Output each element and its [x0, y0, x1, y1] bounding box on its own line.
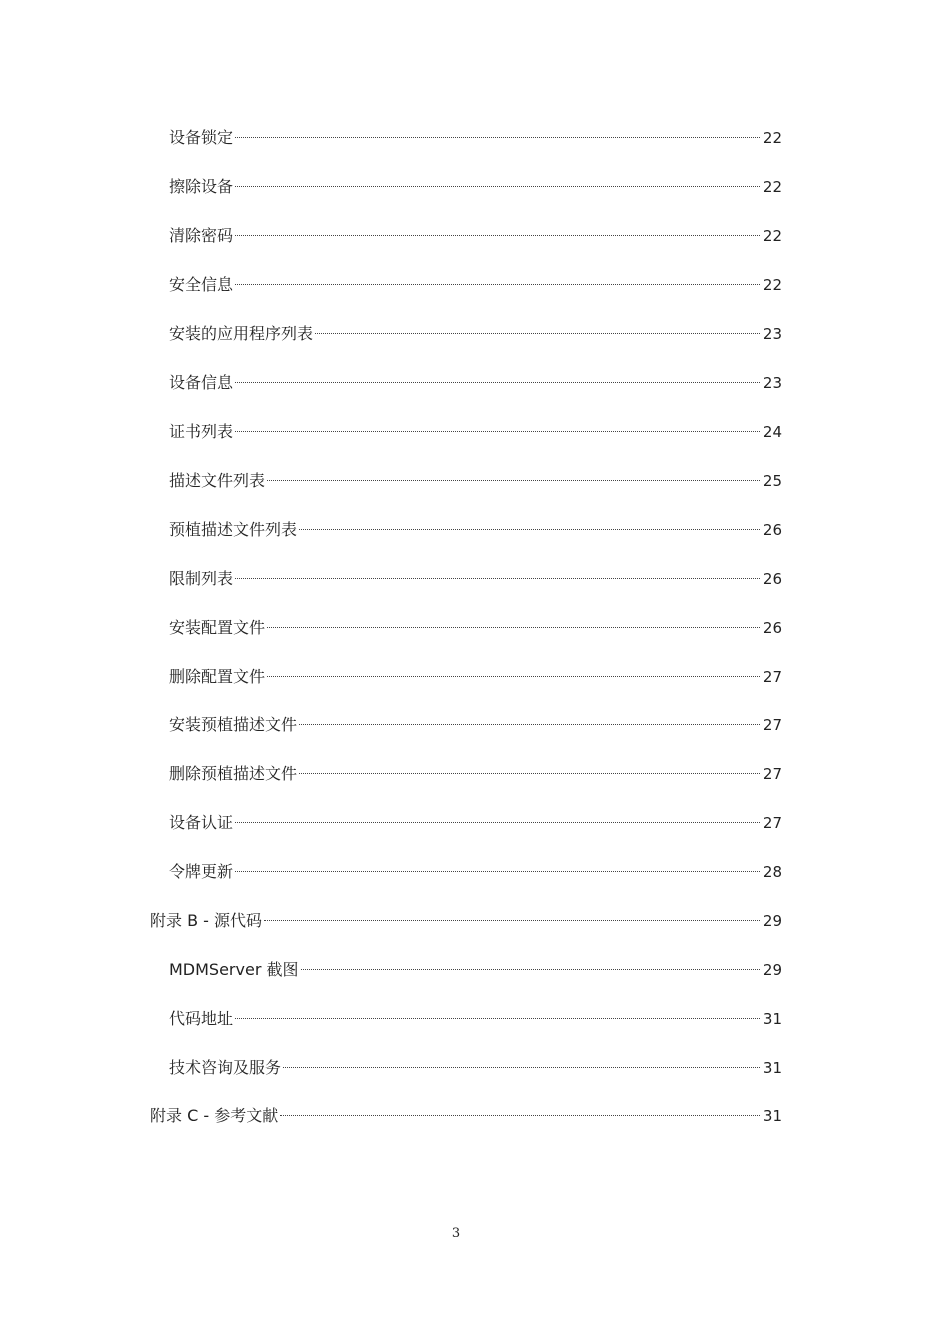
toc-entry-page: 27 — [762, 668, 782, 686]
toc-entry-page: 22 — [762, 129, 782, 147]
toc-leader-dots — [299, 773, 760, 774]
toc-entry-page: 27 — [762, 765, 782, 783]
toc-leader-dots — [299, 724, 760, 725]
toc-appendix-entry[interactable] — [150, 1103, 782, 1129]
toc-entry-title: 代码地址 — [169, 1009, 234, 1028]
toc-entry-page: 31 — [762, 1107, 782, 1125]
toc-leader-dots — [235, 578, 760, 579]
toc-entry-page: 31 — [762, 1010, 782, 1028]
toc-leader-dots — [264, 920, 760, 921]
page-number: 3 — [451, 1226, 461, 1241]
toc-entry[interactable] — [169, 419, 782, 445]
toc-entry-page: 27 — [762, 814, 782, 832]
toc-leader-dots — [235, 431, 760, 432]
toc-entry[interactable] — [169, 615, 782, 641]
toc-leader-dots — [235, 871, 760, 872]
toc-entry-page: 23 — [762, 374, 782, 392]
toc-entry[interactable] — [169, 1055, 782, 1081]
toc-entry-title: 令牌更新 — [169, 862, 234, 881]
toc-entry-title: 设备信息 — [169, 373, 234, 392]
toc-entry-title: 安装预植描述文件 — [169, 715, 298, 734]
toc-leader-dots — [267, 480, 760, 481]
toc-leader-dots — [235, 186, 760, 187]
toc-leader-dots — [235, 822, 760, 823]
toc-leader-dots — [301, 969, 760, 970]
toc-entry-page: 26 — [762, 619, 782, 637]
toc-leader-dots — [235, 137, 760, 138]
toc-entry-title: 删除预植描述文件 — [169, 764, 298, 783]
toc-leader-dots — [235, 1018, 760, 1019]
toc-entry-page: 22 — [762, 227, 782, 245]
toc-entry-page: 26 — [762, 521, 782, 539]
toc-entry-page: 29 — [762, 912, 782, 930]
toc-entry-title: 安装配置文件 — [169, 618, 266, 637]
toc-entry-title: 清除密码 — [169, 226, 234, 245]
toc-leader-dots — [235, 235, 760, 236]
toc-entry[interactable] — [169, 712, 782, 738]
toc-entry-title: 附录 C - 参考文献 — [150, 1106, 279, 1125]
toc-entry-page: 28 — [762, 863, 782, 881]
toc-entry[interactable] — [169, 125, 782, 151]
toc-leader-dots — [315, 333, 760, 334]
toc-entry[interactable] — [169, 761, 782, 787]
toc-entry-page: 23 — [762, 325, 782, 343]
toc-appendix-entry[interactable] — [150, 908, 782, 934]
toc-entry-title: 证书列表 — [169, 422, 234, 441]
toc-entry-title: 擦除设备 — [169, 177, 234, 196]
toc-entry[interactable] — [169, 468, 782, 494]
toc-entry[interactable] — [169, 957, 782, 983]
toc-entry[interactable] — [169, 810, 782, 836]
toc-entry[interactable] — [169, 174, 782, 200]
toc-entry-title: 限制列表 — [169, 569, 234, 588]
toc-entry-title: 预植描述文件列表 — [169, 520, 298, 539]
toc-entry[interactable] — [169, 370, 782, 396]
toc-leader-dots — [267, 676, 760, 677]
toc-leader-dots — [235, 382, 760, 383]
toc-leader-dots — [280, 1115, 760, 1116]
toc-entry-page: 31 — [762, 1059, 782, 1077]
toc-entry[interactable] — [169, 272, 782, 298]
toc-entry[interactable] — [169, 321, 782, 347]
toc-entry-page: 22 — [762, 178, 782, 196]
toc-entry-page: 29 — [762, 961, 782, 979]
toc-entry[interactable] — [169, 566, 782, 592]
toc-entry-title: 安装的应用程序列表 — [169, 324, 314, 343]
toc-leader-dots — [235, 284, 760, 285]
toc-entry-title: 设备认证 — [169, 813, 234, 832]
toc-leader-dots — [283, 1067, 760, 1068]
toc-entry-page: 25 — [762, 472, 782, 490]
toc-entry-page: 22 — [762, 276, 782, 294]
toc-entry[interactable] — [169, 664, 782, 690]
toc-entry-title: 设备锁定 — [169, 128, 234, 147]
toc-entry-title: 安全信息 — [169, 275, 234, 294]
toc-entry-title: MDMServer 截图 — [169, 960, 299, 979]
toc-entry-title: 描述文件列表 — [169, 471, 266, 490]
toc-leader-dots — [267, 627, 760, 628]
toc-entry-title: 技术咨询及服务 — [169, 1058, 282, 1077]
toc-entry[interactable] — [169, 517, 782, 543]
toc-entry-page: 27 — [762, 716, 782, 734]
toc-leader-dots — [299, 529, 760, 530]
toc-entry[interactable] — [169, 1006, 782, 1032]
toc-entry-page: 24 — [762, 423, 782, 441]
toc-entry[interactable] — [169, 223, 782, 249]
toc-entry-title: 删除配置文件 — [169, 667, 266, 686]
toc-entry-title: 附录 B - 源代码 — [150, 911, 263, 930]
toc-entry[interactable] — [169, 859, 782, 885]
toc-entry-page: 26 — [762, 570, 782, 588]
